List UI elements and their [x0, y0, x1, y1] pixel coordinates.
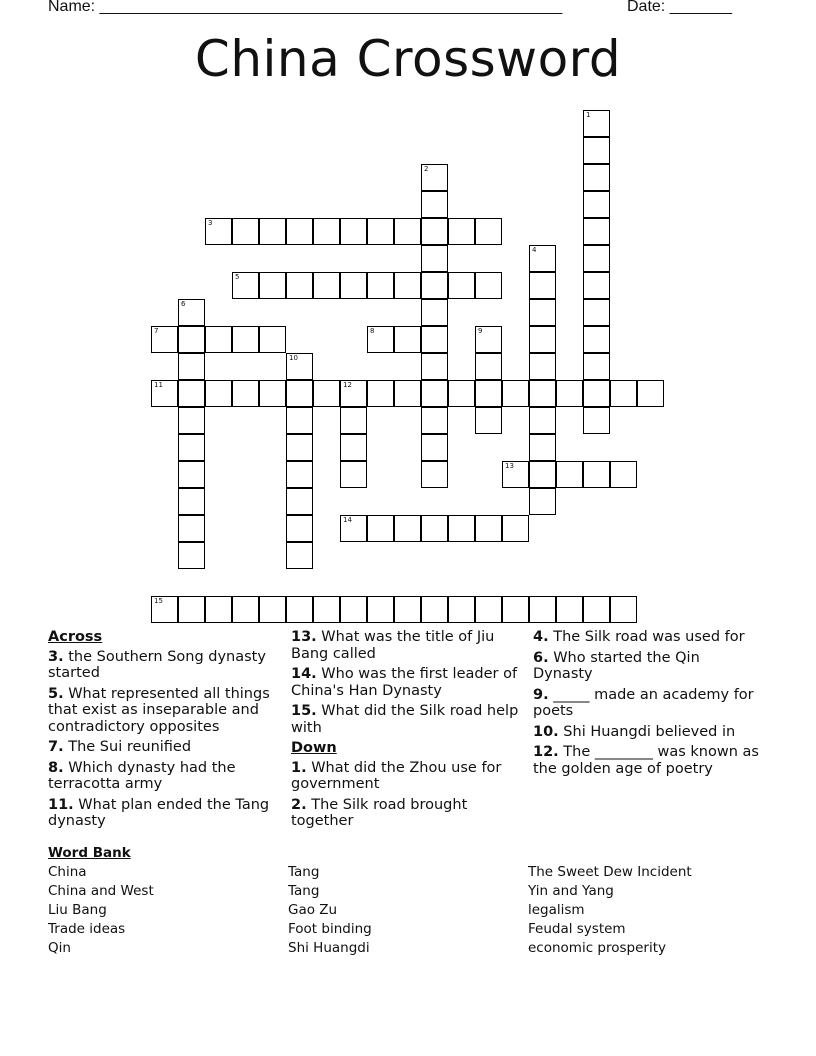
word-bank-item: Yin and Yang	[528, 883, 614, 899]
clue-item	[533, 629, 763, 646]
crossword-cell[interactable]	[583, 380, 610, 407]
down-heading: Down	[291, 740, 337, 756]
crossword-cell[interactable]	[232, 218, 259, 245]
crossword-cell[interactable]	[610, 461, 637, 488]
crossword-cell[interactable]	[583, 326, 610, 353]
clue-number-label: 10	[289, 354, 298, 362]
crossword-cell[interactable]	[232, 596, 259, 623]
crossword-cell[interactable]	[583, 164, 610, 191]
crossword-cell[interactable]	[259, 380, 286, 407]
crossword-cell[interactable]	[421, 191, 448, 218]
clue-item	[533, 744, 763, 777]
crossword-cell[interactable]	[583, 461, 610, 488]
crossword-cell[interactable]	[529, 461, 556, 488]
crossword-cell[interactable]	[286, 272, 313, 299]
clue-item	[291, 797, 521, 830]
crossword-cell[interactable]	[529, 272, 556, 299]
word-bank-item: China and West	[48, 883, 154, 899]
crossword-cell[interactable]	[232, 326, 259, 353]
crossword-cell[interactable]	[421, 407, 448, 434]
clue-item	[48, 686, 286, 736]
word-bank-item: economic prosperity	[528, 940, 666, 956]
crossword-cell[interactable]	[151, 326, 178, 353]
crossword-cell[interactable]	[556, 596, 583, 623]
clue-text: the Southern Song dynasty started	[48, 648, 266, 681]
crossword-cell[interactable]	[205, 326, 232, 353]
crossword-cell[interactable]	[286, 218, 313, 245]
crossword-cell[interactable]	[340, 407, 367, 434]
word-bank-item: Qin	[48, 940, 71, 956]
crossword-cell[interactable]	[529, 326, 556, 353]
clue-item	[291, 703, 521, 736]
crossword-cell[interactable]	[529, 596, 556, 623]
clue-number: 11.	[48, 796, 74, 813]
word-bank-item: Tang	[288, 883, 320, 899]
crossword-cell[interactable]	[151, 380, 178, 407]
clue-number-label: 2	[424, 165, 429, 173]
crossword-cell[interactable]	[583, 110, 610, 137]
crossword-cell[interactable]	[367, 218, 394, 245]
clue-item	[291, 760, 521, 793]
crossword-cell[interactable]	[286, 596, 313, 623]
clue-number-label: 12	[343, 381, 352, 389]
clues-column-1	[48, 629, 286, 834]
crossword-cell[interactable]	[340, 218, 367, 245]
crossword-cell[interactable]	[448, 515, 475, 542]
crossword-cell[interactable]	[286, 488, 313, 515]
crossword-cell[interactable]	[259, 272, 286, 299]
clue-number-label: 3	[208, 219, 213, 227]
crossword-cell[interactable]	[178, 353, 205, 380]
clue-number: 7.	[48, 739, 64, 755]
crossword-cell[interactable]	[367, 515, 394, 542]
crossword-cell[interactable]	[529, 407, 556, 434]
clue-text: The ________ was known as the golden age of poetry	[533, 744, 759, 777]
word-bank-item: Shi Huangdi	[288, 940, 370, 956]
crossword-cell[interactable]	[340, 434, 367, 461]
crossword-cell[interactable]	[340, 380, 367, 407]
clue-number: 10.	[533, 723, 559, 740]
clue-text: The Silk road brought together	[291, 796, 468, 829]
crossword-cell[interactable]	[259, 326, 286, 353]
clue-number-label: 7	[154, 327, 159, 335]
clue-item	[291, 629, 521, 662]
crossword-cell[interactable]	[340, 272, 367, 299]
clue-item	[48, 797, 286, 830]
clue-text: What did the Silk road help with	[291, 703, 519, 736]
crossword-cell[interactable]	[178, 488, 205, 515]
clue-number-label: 14	[343, 516, 352, 524]
crossword-cell[interactable]	[286, 461, 313, 488]
crossword-cell[interactable]	[205, 596, 232, 623]
crossword-cell[interactable]	[313, 596, 340, 623]
crossword-cell[interactable]	[610, 380, 637, 407]
crossword-cell[interactable]	[286, 407, 313, 434]
crossword-cell[interactable]	[340, 596, 367, 623]
crossword-cell[interactable]	[340, 461, 367, 488]
crossword-cell[interactable]	[502, 596, 529, 623]
clue-number-label: 5	[235, 273, 240, 281]
word-bank-column-3	[528, 863, 692, 958]
crossword-cell[interactable]	[583, 191, 610, 218]
crossword-cell[interactable]	[232, 380, 259, 407]
clue-text: Who was the first leader of China's Han Dynasty	[291, 666, 518, 699]
crossword-cell[interactable]	[448, 380, 475, 407]
crossword-cell[interactable]	[610, 596, 637, 623]
word-bank-item: legalism	[528, 902, 585, 918]
clue-number: 3.	[48, 648, 64, 665]
crossword-cell[interactable]	[475, 407, 502, 434]
clue-item	[533, 724, 763, 741]
crossword-cell[interactable]	[286, 515, 313, 542]
word-bank-column-1	[48, 863, 154, 958]
crossword-cell[interactable]	[583, 137, 610, 164]
across-heading: Across	[48, 629, 103, 645]
clue-text: The Sui reunified	[68, 739, 192, 755]
crossword-cell[interactable]	[529, 380, 556, 407]
crossword-cell[interactable]	[394, 515, 421, 542]
clue-number: 15.	[291, 703, 317, 719]
crossword-cell[interactable]	[475, 596, 502, 623]
date-field-label: Date: _______	[627, 0, 732, 15]
crossword-cell[interactable]	[205, 380, 232, 407]
word-bank-item: China	[48, 864, 87, 880]
clue-text: Shi Huangdi believed in	[563, 723, 736, 740]
crossword-cell[interactable]	[178, 326, 205, 353]
clue-number-label: 8	[370, 327, 375, 335]
clue-text: What represented all things that exist as inseparable and contradictory opposites	[48, 685, 270, 735]
crossword-cell[interactable]	[421, 299, 448, 326]
crossword-cell[interactable]	[529, 245, 556, 272]
clue-number-label: 6	[181, 300, 186, 308]
crossword-cell[interactable]	[286, 380, 313, 407]
crossword-cell[interactable]	[232, 272, 259, 299]
crossword-cell[interactable]	[178, 299, 205, 326]
clue-item	[48, 739, 286, 756]
crossword-cell[interactable]	[529, 434, 556, 461]
word-bank-item: Gao Zu	[288, 902, 338, 918]
crossword-cell[interactable]	[151, 596, 178, 623]
word-bank-item: Tang	[288, 864, 320, 880]
crossword-cell[interactable]	[583, 245, 610, 272]
clue-text: Who started the Qin Dynasty	[533, 649, 700, 682]
word-bank-column-2	[288, 863, 372, 958]
crossword-cell[interactable]	[394, 596, 421, 623]
crossword-cell[interactable]	[421, 353, 448, 380]
clue-number-label: 11	[154, 381, 163, 389]
crossword-cell[interactable]	[421, 596, 448, 623]
crossword-cell[interactable]	[313, 218, 340, 245]
crossword-cell[interactable]	[178, 434, 205, 461]
crossword-cell[interactable]	[421, 272, 448, 299]
name-field-label: Name: ____________________________________________________	[48, 0, 563, 15]
crossword-cell[interactable]	[394, 218, 421, 245]
crossword-cell[interactable]	[205, 218, 232, 245]
crossword-cell[interactable]	[313, 272, 340, 299]
clue-text: What plan ended the Tang dynasty	[48, 796, 270, 829]
crossword-cell[interactable]	[529, 488, 556, 515]
crossword-cell[interactable]	[502, 515, 529, 542]
crossword-cell[interactable]	[421, 434, 448, 461]
word-bank-item: Liu Bang	[48, 902, 107, 918]
crossword-cell[interactable]	[178, 407, 205, 434]
clue-number-label: 1	[586, 111, 591, 119]
crossword-cell[interactable]	[475, 380, 502, 407]
crossword-cell[interactable]	[556, 380, 583, 407]
clue-number: 9.	[533, 686, 549, 703]
crossword-cell[interactable]	[421, 245, 448, 272]
clue-text: What did the Zhou use for government	[291, 759, 502, 792]
clue-number: 12.	[533, 744, 559, 760]
crossword-cell[interactable]	[448, 596, 475, 623]
crossword-cell[interactable]	[475, 272, 502, 299]
clue-item	[533, 650, 763, 683]
crossword-cell[interactable]	[367, 326, 394, 353]
clue-number: 2.	[291, 796, 307, 813]
clue-text: _____ made an academy for poets	[533, 686, 754, 719]
clue-number-label: 13	[505, 462, 514, 470]
clue-number: 13.	[291, 629, 317, 645]
clue-number-label: 9	[478, 327, 483, 335]
crossword-cell[interactable]	[583, 272, 610, 299]
crossword-cell[interactable]	[583, 407, 610, 434]
clue-item	[291, 666, 521, 699]
crossword-cell[interactable]	[475, 218, 502, 245]
crossword-cell[interactable]	[583, 353, 610, 380]
clue-number-label: 15	[154, 597, 163, 605]
crossword-cell[interactable]	[259, 218, 286, 245]
crossword-cell[interactable]	[394, 326, 421, 353]
crossword-cell[interactable]	[367, 380, 394, 407]
crossword-cell[interactable]	[421, 380, 448, 407]
crossword-cell[interactable]	[583, 596, 610, 623]
crossword-cell[interactable]	[583, 218, 610, 245]
crossword-cell[interactable]	[367, 596, 394, 623]
crossword-cell[interactable]	[367, 272, 394, 299]
crossword-cell[interactable]	[178, 515, 205, 542]
crossword-cell[interactable]	[475, 326, 502, 353]
crossword-cell[interactable]	[637, 380, 664, 407]
crossword-cell[interactable]	[448, 218, 475, 245]
crossword-cell[interactable]	[286, 353, 313, 380]
crossword-cell[interactable]	[502, 461, 529, 488]
crossword-cell[interactable]	[421, 461, 448, 488]
crossword-cell[interactable]	[556, 461, 583, 488]
crossword-cell[interactable]	[529, 353, 556, 380]
page-title: China Crossword	[194, 30, 622, 88]
crossword-cell[interactable]	[286, 542, 313, 569]
clue-item	[533, 687, 763, 720]
word-bank-item: Feudal system	[528, 921, 626, 937]
crossword-cell[interactable]	[583, 299, 610, 326]
crossword-cell[interactable]	[394, 380, 421, 407]
clue-item	[48, 649, 286, 682]
clues-column-3	[533, 629, 763, 781]
crossword-cell[interactable]	[421, 218, 448, 245]
crossword-cell[interactable]	[448, 272, 475, 299]
clues-column-2	[291, 629, 521, 834]
crossword-cell[interactable]	[178, 380, 205, 407]
crossword-cell[interactable]	[340, 515, 367, 542]
clue-number: 6.	[533, 649, 549, 666]
word-bank-title: Word Bank	[48, 845, 131, 861]
clue-number-label: 4	[532, 246, 537, 254]
crossword-cell[interactable]	[178, 461, 205, 488]
clue-text: Which dynasty had the terracotta army	[48, 759, 236, 792]
crossword-cell[interactable]	[421, 515, 448, 542]
word-bank-item: The Sweet Dew Incident	[528, 864, 692, 880]
crossword-cell[interactable]	[529, 299, 556, 326]
crossword-cell[interactable]	[421, 326, 448, 353]
crossword-cell[interactable]	[178, 542, 205, 569]
crossword-cell[interactable]	[313, 380, 340, 407]
clue-text: What was the title of Jiu Bang called	[291, 629, 495, 662]
crossword-cell[interactable]	[502, 380, 529, 407]
clue-text: The Silk road was used for	[553, 629, 745, 645]
word-bank-item: Foot binding	[288, 921, 372, 937]
clue-number: 14.	[291, 666, 317, 682]
clue-number: 4.	[533, 629, 549, 645]
crossword-cell[interactable]	[394, 272, 421, 299]
crossword-cell[interactable]	[475, 515, 502, 542]
crossword-cell[interactable]	[475, 353, 502, 380]
crossword-cell[interactable]	[286, 434, 313, 461]
clue-item	[48, 760, 286, 793]
clue-number: 5.	[48, 685, 64, 702]
clue-number: 8.	[48, 759, 64, 776]
word-bank-item: Trade ideas	[48, 921, 126, 937]
crossword-cell[interactable]	[259, 596, 286, 623]
clue-number: 1.	[291, 759, 307, 776]
crossword-cell[interactable]	[178, 596, 205, 623]
crossword-cell[interactable]	[421, 164, 448, 191]
